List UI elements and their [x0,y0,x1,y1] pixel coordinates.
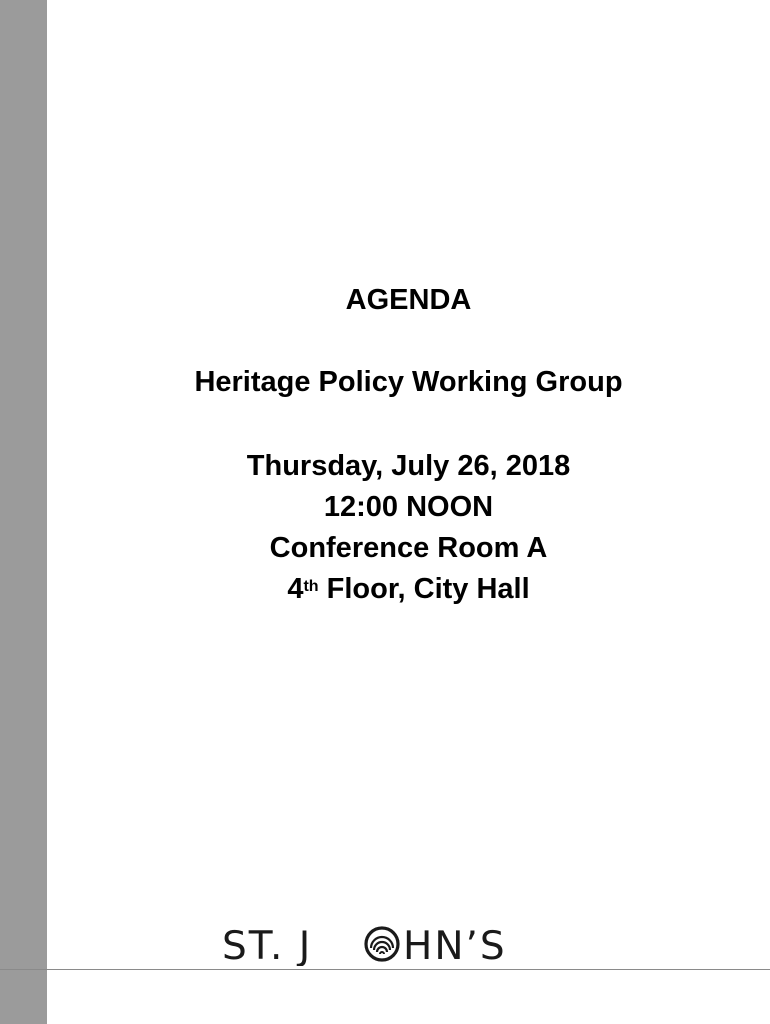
side-bar [0,0,47,1024]
agenda-title: AGENDA [345,284,472,316]
floor-suffix: th [303,578,319,595]
meeting-room: Conference Room A [269,532,548,564]
group-name: Heritage Policy Working Group [194,366,623,398]
footer-rule [0,969,770,970]
floor-rest: Floor, City Hall [318,573,530,605]
meeting-date: Thursday, July 26, 2018 [246,450,571,482]
floor-number: 4 [287,573,304,605]
st-johns-logo [222,922,547,966]
logo-text-left: ST. J [222,924,313,966]
meeting-location [47,569,770,610]
meeting-details [47,446,770,610]
water-waves-o-icon [366,928,398,960]
logo-text-right: HN’S [403,924,507,966]
meeting-time: 12:00 NOON [323,491,494,523]
